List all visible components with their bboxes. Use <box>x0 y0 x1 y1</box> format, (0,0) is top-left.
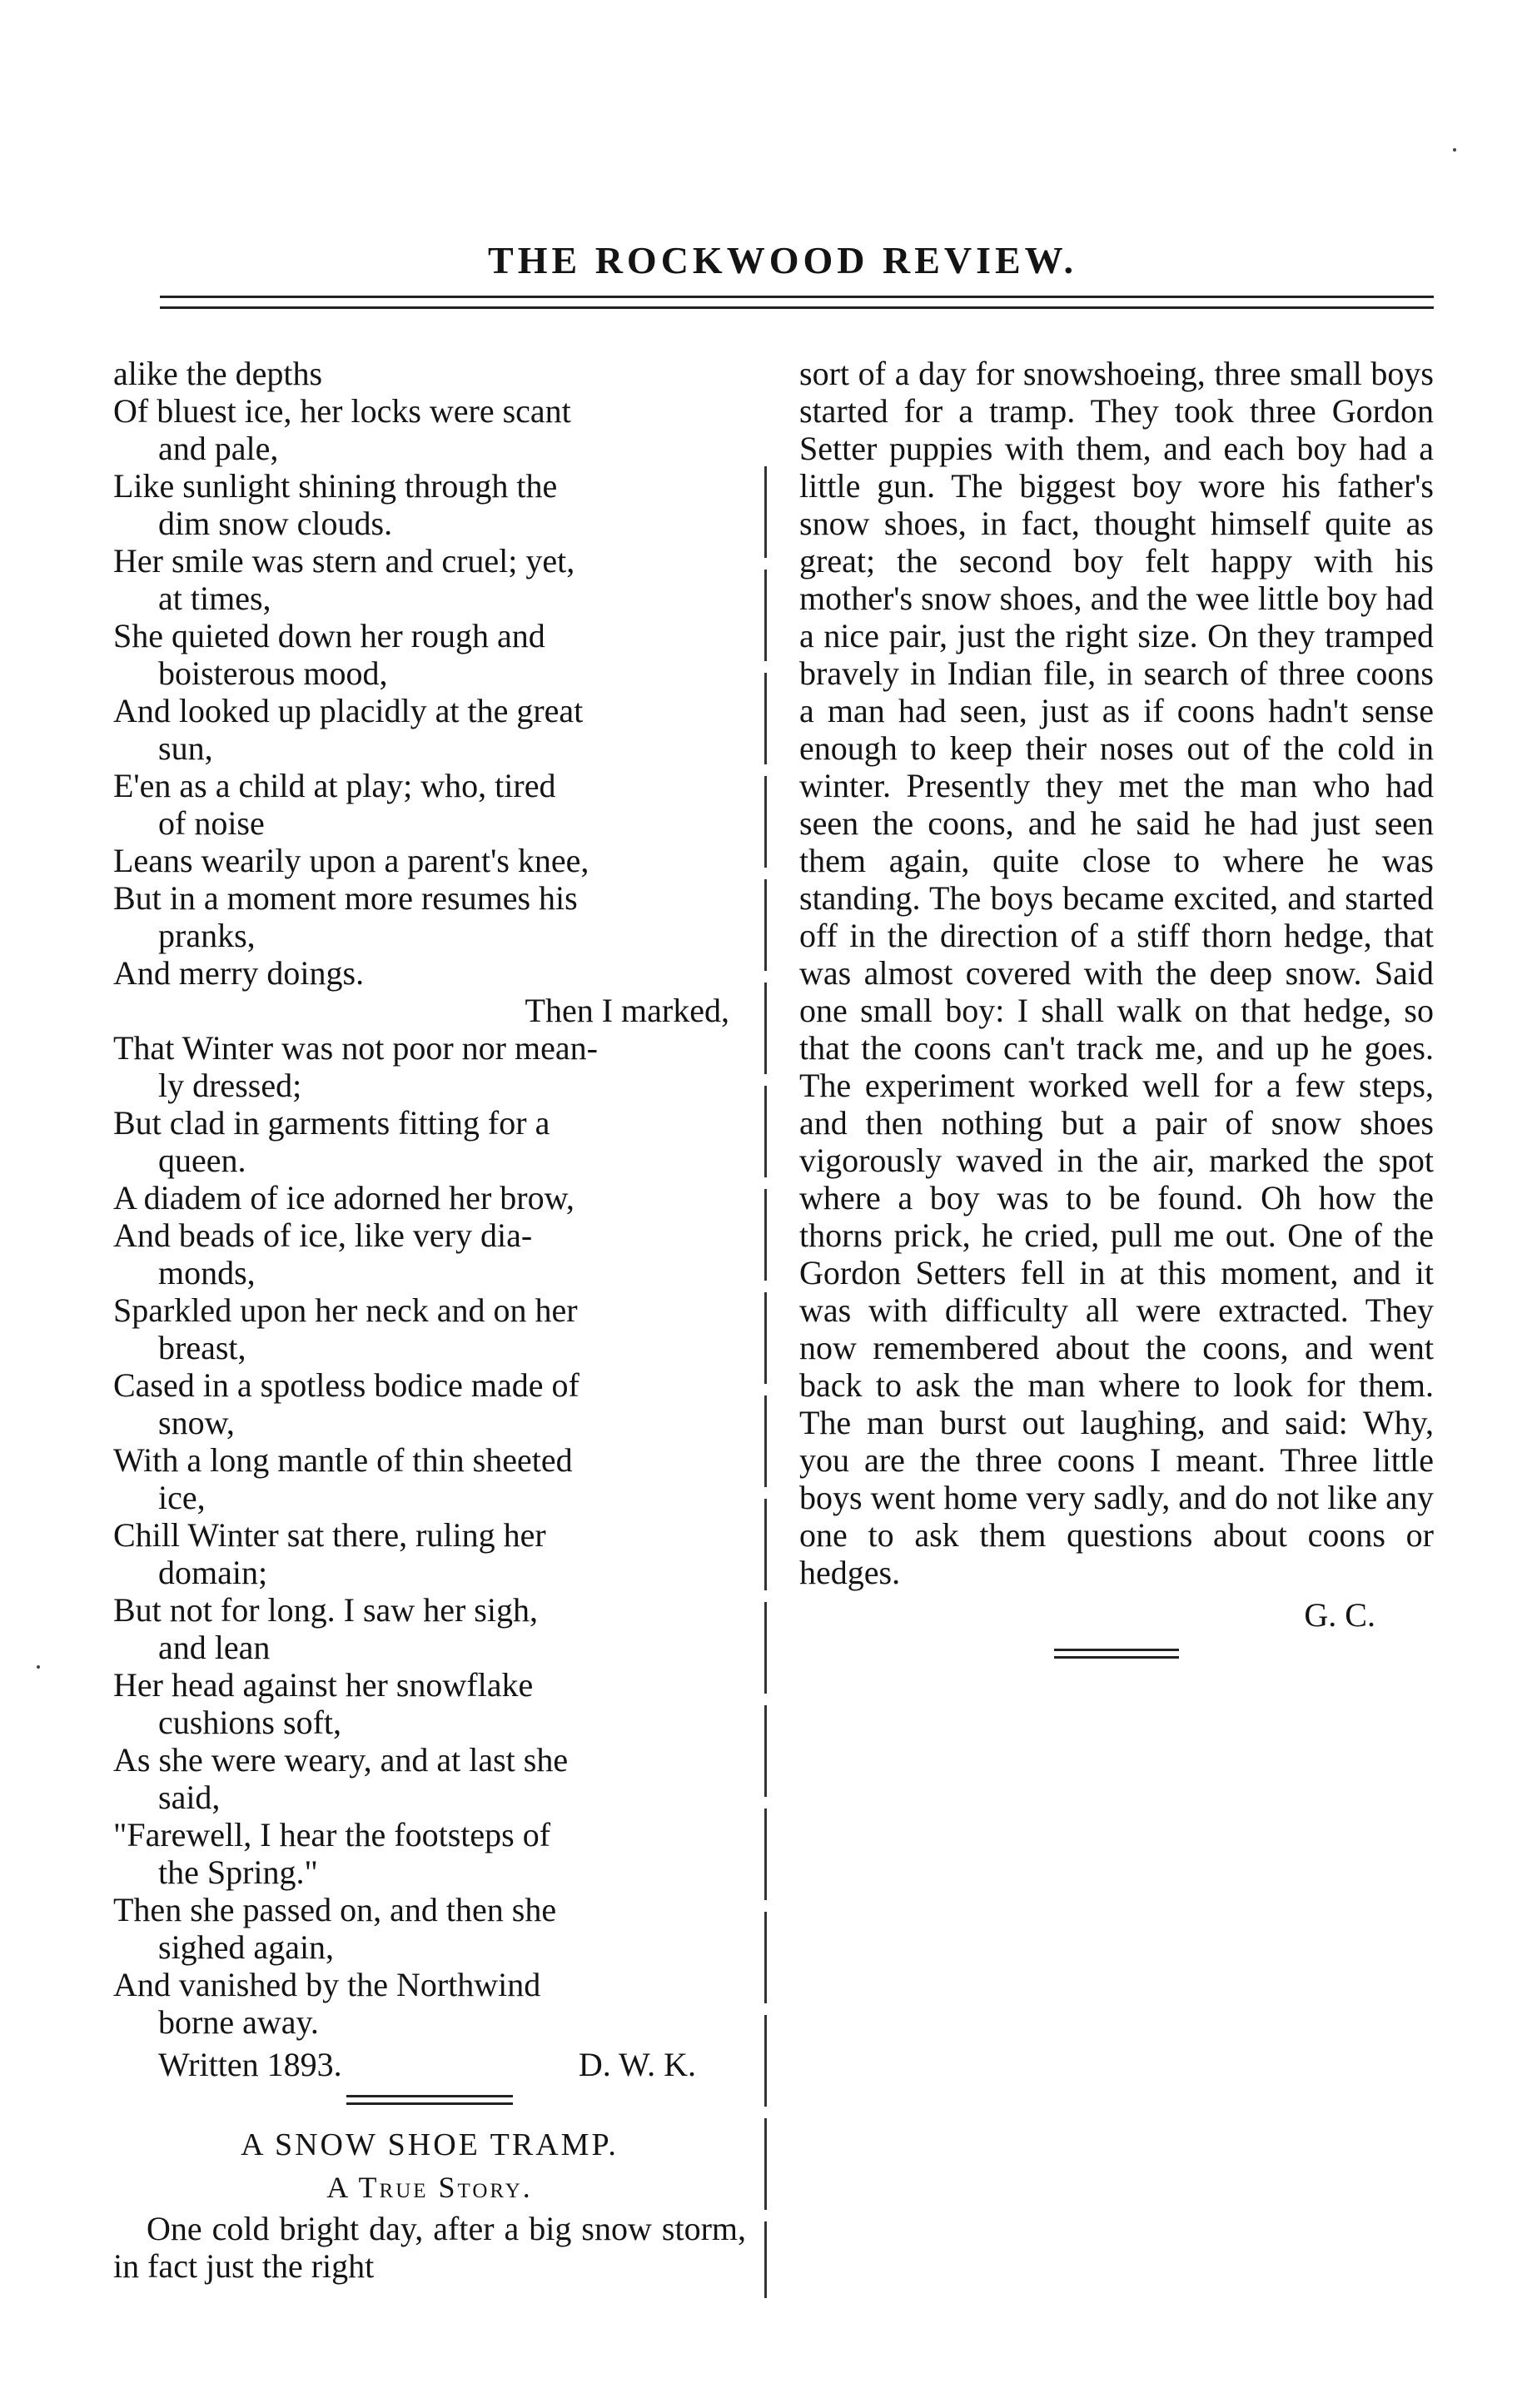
poem-line-continuation: sun, <box>158 729 213 767</box>
header-rule-lower <box>160 306 1434 309</box>
poem-line: And merry doings. <box>113 954 365 992</box>
poem-line: Like sunlight shining through the <box>113 467 558 505</box>
written-date: Written 1893. <box>158 2046 342 2083</box>
poem-part-1 <box>113 355 746 992</box>
story-paragraph-continued: sort of a day for snowshoeing, three small boys started for a tramp. They took three Gordon Setter puppies with them, and each boy had a little gun. The biggest boy wore his father's snow shoes, in fact, thought himself quite as great; the second boy felt happy with his mother's snow shoes, and the wee little boy had a nice pair, just the right size. On they tramped bravely in Indian file, in search of three coons a man had seen, just as if coons hadn't sense enough to keep their noses out of the cold in winter. Presently they met the man who had seen the coons, and he said he had just seen them again, quite close to where he was standing. The boys became excited, and started off in the direction of a stiff thorn hedge, that was almost covered with the deep snow. Said one small boy: I shall walk on that hedge, so that the coons can't track me, and up he goes. The experiment worked well for a few steps, and then nothing but a pair of snow shoes vigorously waved in the air, marked the spot where a boy was to be found. Oh how the thorns prick, he cried, pull me out. One of the Gordon Setters fell in at this moment, and it was with difficulty all were extracted. They now remembered about the coons, and went back to ask the man where to look for them. The man burst out laughing, and said: Why, you are the three coons I meant. Three little boys went home very sadly, and do not like any one to ask them questions about coons or hedges. <box>799 355 1434 1591</box>
poem-line-continuation: queen. <box>158 1142 246 1179</box>
poem-line-continuation: cushions soft, <box>158 1704 341 1741</box>
left-column <box>113 355 746 2285</box>
poem-line-continuation: and lean <box>158 1629 271 1666</box>
poem-line: A diadem of ice adorned her brow, <box>113 1179 574 1216</box>
poem-line-continuation: ice, <box>158 1479 206 1516</box>
print-speck <box>37 1665 40 1669</box>
poem-line: Leans wearily upon a parent's knee, <box>113 842 589 879</box>
poem-line: Then she passed on, and then she <box>113 1891 557 1928</box>
story-paragraph-start: One cold bright day, after a big snow storm, in fact just the right <box>113 2210 746 2285</box>
header-rule-upper <box>160 296 1434 298</box>
story-signature: G. C. <box>1304 1596 1375 1634</box>
poem-line: But in a moment more resumes his <box>113 879 578 917</box>
poem-line: But clad in garments fitting for a <box>113 1104 550 1142</box>
poem-line: Sparkled upon her neck and on her <box>113 1291 578 1329</box>
poem-line-continuation: breast, <box>158 1329 246 1366</box>
poem-line-continuation: ly dressed; <box>158 1067 302 1104</box>
poem-line: Her head against her snowflake <box>113 1666 534 1704</box>
poem-line-continuation: of noise <box>158 804 265 842</box>
poem-line-continuation: and pale, <box>158 430 279 467</box>
poem-line: But not for long. I saw her sigh, <box>113 1591 538 1629</box>
poem-line: With a long mantle of thin sheeted <box>113 1441 573 1479</box>
poem-line: Chill Winter sat there, ruling her <box>113 1516 546 1554</box>
poem-line: And looked up placidly at the great <box>113 692 584 729</box>
poem-line-continuation: monds, <box>158 1254 256 1291</box>
poem-line-continuation: borne away. <box>158 2003 319 2041</box>
story-subtitle: A True Story. <box>326 2171 533 2204</box>
right-column <box>799 355 1434 1664</box>
poem-line: And beads of ice, like very dia- <box>113 1216 533 1254</box>
story-title: A SNOW SHOE TRAMP. <box>241 2127 619 2162</box>
poem-line: And vanished by the Northwind <box>113 1966 541 2003</box>
poem-line-continuation: pranks, <box>158 917 256 954</box>
poem-line: E'en as a child at play; who, tired <box>113 767 556 804</box>
poem-line: As she were weary, and at last she <box>113 1741 569 1779</box>
poem-line: That Winter was not poor nor mean- <box>113 1029 598 1067</box>
poem-line-continuation: boisterous mood, <box>158 654 388 692</box>
poem-line-continuation: the Spring." <box>158 1853 318 1891</box>
poem-line: Of bluest ice, her locks were scant <box>113 392 571 430</box>
poem-line: She quieted down her rough and <box>113 617 545 654</box>
poem-initials: D. W. K. <box>578 2046 696 2083</box>
page-header: THE ROCKWOOD REVIEW. <box>488 239 1077 281</box>
poem-line: "Farewell, I hear the footsteps of <box>113 1816 551 1853</box>
poem-line-continuation: dim snow clouds. <box>158 505 393 542</box>
poem-line: alike the depths <box>113 355 323 392</box>
column-divider <box>764 466 767 2298</box>
poem-line-continuation: sighed again, <box>158 1928 335 1966</box>
poem-line-continuation: snow, <box>158 1404 235 1441</box>
poem-line: Cased in a spotless bodice made of <box>113 1366 579 1404</box>
end-rule <box>1054 1649 1179 1659</box>
poem-then-marked: Then I marked, <box>525 992 729 1029</box>
poem-line-continuation: at times, <box>158 580 271 617</box>
section-rule <box>346 2095 513 2105</box>
poem-line-continuation: domain; <box>158 1554 268 1591</box>
poem-line-continuation: said, <box>158 1779 221 1816</box>
poem-line: Her smile was stern and cruel; yet, <box>113 542 575 580</box>
poem-part-2 <box>113 1029 746 2041</box>
print-speck <box>1453 148 1456 152</box>
poem-signoff <box>113 2041 746 2083</box>
